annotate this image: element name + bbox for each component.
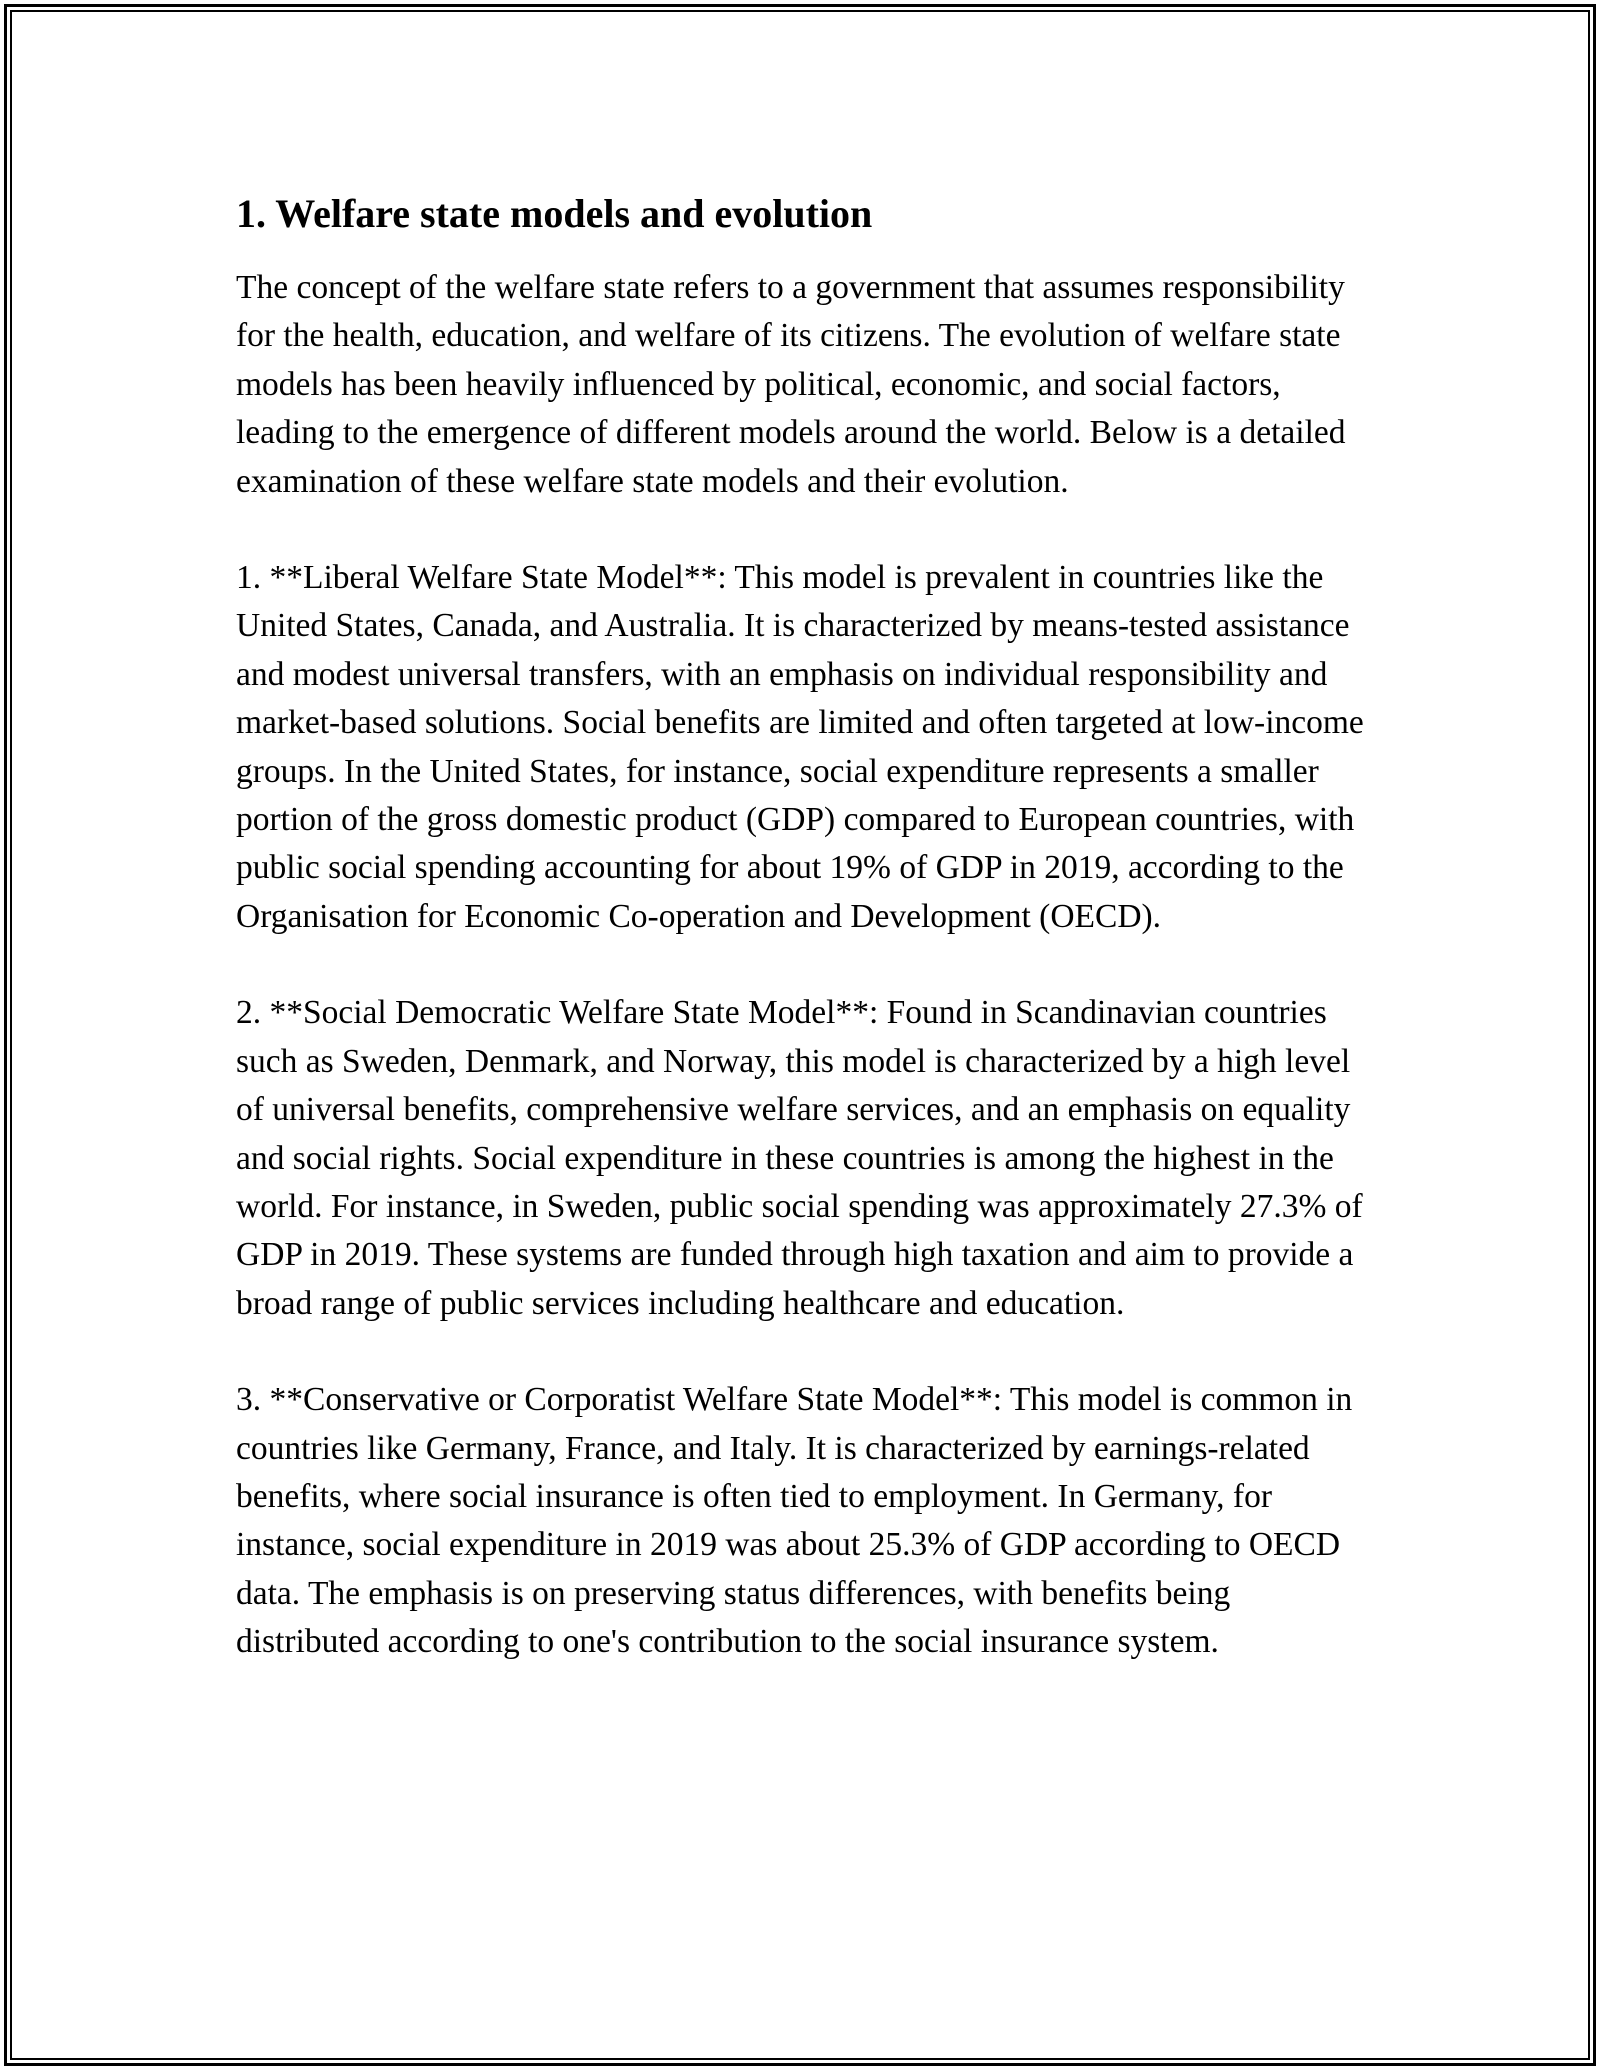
section-heading: 1. Welfare state models and evolution: [236, 191, 873, 236]
intro-paragraph: The concept of the welfare state refers to a government that assumes responsibility for the health, education, and welfare of its citizens. The evolution of welfare state models has been heavily influenced by political, economic, and social factors, leading to the emergence of different models around the world. Below is a detailed examination of these welfare state models and their evolution.: [236, 269, 1346, 500]
social-democratic-model-paragraph: 2. **Social Democratic Welfare State Model**: Found in Scandinavian countries such as Sweden, Denmark, and Norway, this model is characterized by a high level of universal benefits, comprehensive welfare services, and an emphasis on equality and social rights. Social expenditure in these countries is among the highest in the world. For instance, in Sweden, public social spending was approximately 27.3% of GDP in 2019. These systems are funded through high taxation and aim to provide a broad range of public services including healthcare and education.: [236, 994, 1363, 1322]
liberal-model-paragraph: 1. **Liberal Welfare State Model**: This model is prevalent in countries like the United States, Canada, and Australia. It is characterized by means-tested assistance and modest universal transfers, with an emphasis on individual responsibility and market-based solutions. Social benefits are limited and often targeted at low-income groups. In the United States, for instance, social expenditure represents a smaller portion of the gross domestic product (GDP) compared to European countries, with public social spending accounting for about 19% of GDP in 2019, according to the Organisation for Economic Co-operation and Development (OECD).: [236, 559, 1364, 935]
document-body: [236, 186, 1376, 1715]
conservative-model-paragraph: 3. **Conservative or Corporatist Welfare State Model**: This model is common in countries like Germany, France, and Italy. It is characterized by earnings-related benefits, where social insurance is often tied to employment. In Germany, for instance, social expenditure in 2019 was about 25.3% of GDP according to OECD data. The emphasis is on preserving status differences, with benefits being distributed according to one's contribution to the social insurance system.: [236, 1381, 1353, 1661]
